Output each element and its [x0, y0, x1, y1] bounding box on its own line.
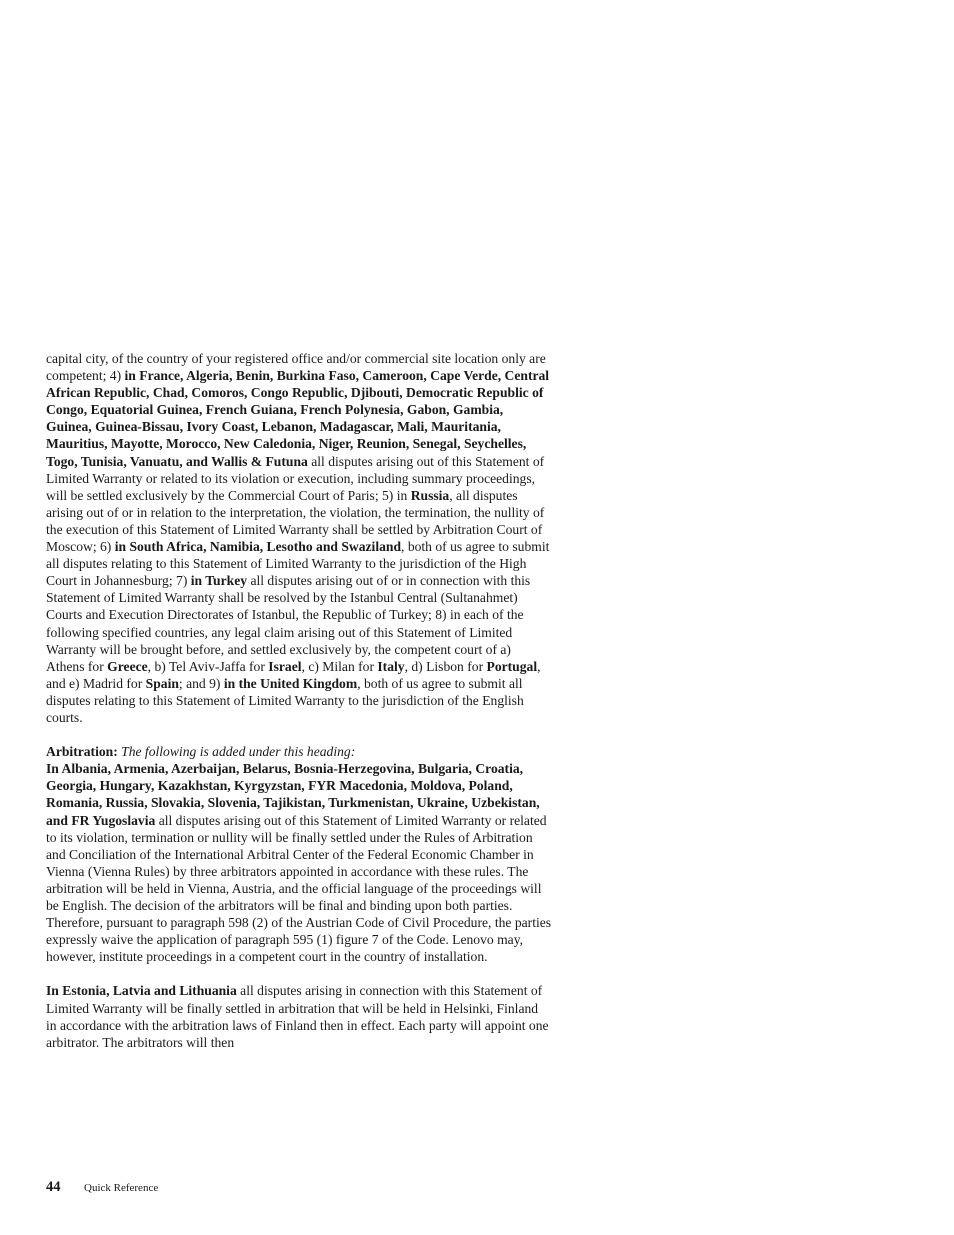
page-number: 44	[46, 1179, 61, 1195]
bold-text-run: Israel	[268, 658, 302, 674]
text-run: , both of us agree to submit all disputes relating to this Statement of Limited Warranty to the jurisdiction of the English courts.	[46, 675, 524, 725]
body-text-column	[46, 350, 552, 1051]
bold-text-run: Portugal	[486, 658, 538, 674]
text-run: ; and 9)	[178, 675, 224, 691]
italic-text-run: The following is added under this heading:	[121, 744, 356, 760]
text-run: capital city, of the country of your registered office and/or commercial site location only are competent; 4)	[46, 351, 546, 384]
bold-text-run: Greece	[107, 658, 148, 674]
page-footer	[46, 1178, 158, 1196]
paragraph-jurisdiction	[46, 350, 552, 726]
text-run: , b) Tel Aviv-Jaffa for	[147, 658, 269, 674]
text-run: , d) Lisbon for	[404, 658, 487, 674]
text-run: , and e) Madrid for	[46, 658, 541, 691]
bold-text-run: in France, Algeria, Benin, Burkina Faso, Cameroon, Cape Verde, Central African Republic, Chad, Comoros, Congo Republic, Djibouti, Democratic Republic of Congo, Equatorial Guinea, French Guiana, French Polynesia, Gabon, Gambia, Guinea, Guinea-Bissau, Ivory Coast, Lebanon, Madagascar, Mali, Mauritania, Mauritius, Mayotte, Morocco, New Caledonia, Niger, Reunion, Senegal, Seychelles, Togo, Tunisia, Vanuatu, and Wallis & Futuna	[46, 368, 550, 469]
text-run: all disputes arising out of or in connection with this Statement of Limited Warranty shall be resolved by the Istanbul Central (Sultanahmet) Courts and Execution Directorates of Istanbul, the Republic of Turkey; 8) in each of the following specified countries, any legal claim arising out of this Statement of Limited Warranty will be brought before, and settled exclusively by, the competent court of a) Athens for	[46, 573, 531, 674]
bold-text-run: Italy	[377, 658, 405, 674]
paragraph-baltic-arbitration	[46, 982, 552, 1050]
text-run: , both of us agree to submit all disputes relating to this Statement of Limited Warranty to the jurisdiction of the High Court in Johannesburg; 7)	[46, 539, 550, 589]
bold-text-run: in South Africa, Namibia, Lesotho and Swaziland	[114, 539, 402, 555]
bold-text-run: Spain	[145, 675, 179, 691]
bold-text-run: Arbitration:	[46, 744, 118, 760]
text-run: all disputes arising out of this Statement of Limited Warranty or related to its violation or execution, including summary proceedings, will be settled exclusively by the Commercial Court of Paris; 5) in	[46, 453, 545, 503]
text-run: , c) Milan for	[301, 658, 378, 674]
bold-text-run: Russia	[410, 487, 450, 503]
running-title: Quick Reference	[84, 1182, 159, 1194]
bold-text-run: In Estonia, Latvia and Lithuania	[46, 983, 237, 999]
bold-text-run: in the United Kingdom	[223, 675, 358, 691]
text-run: all disputes arising in connection with this Statement of Limited Warranty will be finally settled in arbitration that will be held in Helsinki, Finland in accordance with the arbitration laws of Finland then in effect. Each party will appoint one arbitrator. The arbitrators will then	[46, 983, 549, 1050]
paragraph-arbitration	[46, 743, 552, 965]
bold-text-run: In Albania, Armenia, Azerbaijan, Belarus, Bosnia-Herzegovina, Bulgaria, Croatia, Georgia, Hungary, Kazakhstan, Kyrgyzstan, FYR Macedonia, Moldova, Poland, Romania, Russia, Slovakia, Slovenia, Tajikistan, Turkmenistan, Ukraine, Uzbekistan, and FR Yugoslavia	[46, 761, 540, 828]
text-run: , all disputes arising out of or in relation to the interpretation, the violation, the termination, the nullity of the execution of this Statement of Limited Warranty shall be settled by Arbitration Court of Moscow; 6)	[46, 487, 545, 555]
bold-text-run: in Turkey	[190, 573, 248, 589]
text-run: all disputes arising out of this Statement of Limited Warranty or related to its violation, termination or nullity will be finally settled under the Rules of Arbitration and Conciliation of the International Arbitral Center of the Federal Economic Chamber in Vienna (Vienna Rules) by three arbitrators appointed in accordance with these rules. The arbitration will be held in Vienna, Austria, and the official language of the proceedings will be English. The decision of the arbitrators will be final and binding upon both parties. Therefore, pursuant to paragraph 598 (2) of the Austrian Code of Civil Procedure, the parties expressly waive the application of paragraph 595 (1) figure 7 of the Code. Lenovo may, however, institute proceedings in a competent court in the country of installation.	[46, 812, 552, 965]
